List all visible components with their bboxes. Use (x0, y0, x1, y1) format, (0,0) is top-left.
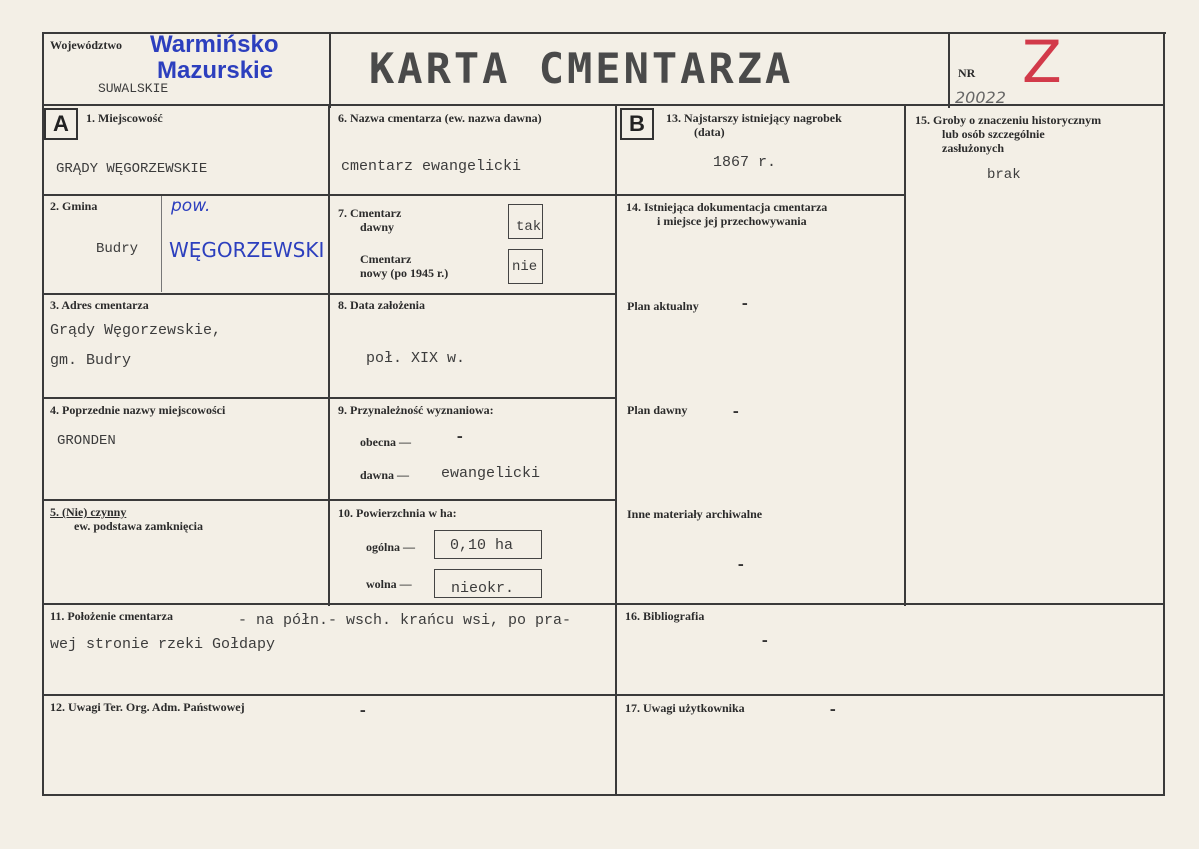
field-9-current-label: obecna — (360, 435, 411, 449)
col-divider-1 (328, 104, 330, 606)
row-line-11 (42, 603, 1165, 605)
field-13-label-line1: 13. Najstarszy istniejący nagrobek (666, 111, 842, 125)
col-divider-2 (615, 104, 617, 795)
field-6-value: cmentarz ewangelicki (341, 158, 522, 175)
field-9-label: 9. Przynależność wyznaniowa: (338, 403, 494, 417)
field-7-label-new2: nowy (po 1945 r.) (360, 266, 449, 280)
field-10-label: 10. Powierzchnia w ha: (338, 506, 457, 520)
field-6-label: 6. Nazwa cmentarza (ew. nazwa dawna) (338, 111, 542, 125)
field-7-label-old2: dawny (360, 220, 395, 234)
gmina-divider (161, 195, 162, 292)
field-14-other: Inne materiały archiwalne (627, 507, 763, 521)
field-14-label-line1: 14. Istniejąca dokumentacja cmentarza (626, 200, 828, 214)
field-14-other-value: - (736, 556, 746, 574)
col-divider-3 (904, 104, 906, 606)
field-1-value: GRĄDY WĘGORZEWSKIE (56, 161, 208, 177)
field-14-label-line2: i miejsce jej przechowywania (657, 214, 807, 228)
row-line-3 (42, 293, 616, 295)
field-3-value-line2: gm. Budry (50, 352, 132, 369)
header-divider-2 (948, 32, 950, 108)
field-11-label: 11. Położenie cmentarza (50, 609, 173, 623)
row-line-5 (42, 499, 616, 501)
field-4-value: GRONDEN (57, 433, 116, 449)
section-a-marker: A (44, 108, 78, 140)
card-title: KARTA CMENTARZA (369, 44, 794, 93)
voivodeship-stamp-line2: Mazurskie (157, 57, 274, 84)
field-2-label: 2. Gmina (50, 199, 98, 213)
field-15-value: brak (987, 167, 1021, 183)
field-14-plan-current-value: - (740, 295, 750, 313)
field-10-free-label: wolna — (366, 577, 412, 591)
field-9-current-value: - (455, 428, 465, 446)
field-3-value-line1: Grądy Węgorzewskie, (50, 322, 222, 339)
field-7-label-new1: Cmentarz (360, 252, 412, 266)
row-line-14 (615, 194, 905, 196)
field-16-label: 16. Bibliografia (625, 609, 705, 623)
frame-left (42, 32, 44, 796)
field-1-label: 1. Miejscowość (86, 111, 163, 125)
field-11-value-line1: - na półn.- wsch. krańcu wsi, po pra- (238, 612, 572, 629)
field-4-label: 4. Poprzednie nazwy miejscowości (50, 403, 226, 417)
field-2-value: Budry (96, 241, 139, 257)
nr-label: NR (958, 66, 976, 80)
field-12-value: - (358, 702, 368, 720)
field-14-plan-former-value: - (731, 403, 741, 421)
field-14-plan-current: Plan aktualny (627, 299, 699, 313)
field-15-label-line1: 15. Groby o znaczeniu historycznym (915, 113, 1102, 127)
field-8-value: poł. XIX w. (366, 350, 466, 367)
field-15-label-line3: zasłużonych (942, 141, 1005, 155)
field-8-label: 8. Data założenia (338, 298, 425, 312)
field-7-old-value: tak (516, 219, 542, 235)
row-line-2 (42, 194, 616, 196)
field-16-value: - (760, 632, 770, 650)
field-7-new-value: nie (512, 259, 538, 275)
field-9-former-value: ewangelicki (441, 465, 541, 482)
voivodeship-stamp-line1: Warmińsko (150, 31, 279, 58)
field-10-total-label: ogólna — (366, 540, 416, 554)
field-13-label-line2: (data) (694, 125, 725, 139)
field-11-value-line2: wej stronie rzeki Gołdapy (50, 636, 276, 653)
field-13-value: 1867 r. (713, 154, 777, 171)
section-b-marker: B (620, 108, 654, 140)
field-14-plan-former: Plan dawny (627, 403, 688, 417)
old-voivodeship: SUWALSKIE (98, 81, 169, 96)
field-2-hand-value: WĘGORZEWSKI (169, 238, 325, 262)
field-12-label: 12. Uwagi Ter. Org. Adm. Państwowej (50, 700, 245, 714)
field-10-free-value: nieokr. (451, 580, 515, 597)
header-divider-1 (329, 32, 331, 108)
field-3-label: 3. Adres cmentarza (50, 298, 149, 312)
row-line-4 (42, 397, 616, 399)
field-17-value: - (828, 701, 838, 719)
field-7-label-old1: 7. Cmentarz (338, 206, 402, 220)
row-line-12 (42, 694, 1165, 696)
field-5-label-line2: ew. podstawa zamknięcia (74, 519, 203, 533)
frame-right (1163, 32, 1165, 796)
nr-number: 20022 (955, 88, 1006, 107)
field-17-label: 17. Uwagi użytkownika (625, 701, 745, 715)
field-15-label-line2: lub osób szczególnie (942, 127, 1045, 141)
field-9-former-label: dawna — (360, 468, 410, 482)
voivodeship-label: Województwo (50, 38, 122, 52)
field-2-hand-prefix: pow. (171, 196, 211, 216)
field-5-label-line1: 5. (Nie) czynny (50, 505, 127, 519)
field-10-total-value: 0,10 ha (450, 537, 514, 554)
nr-letter: Z (1022, 28, 1062, 96)
frame-bottom (42, 794, 1165, 796)
